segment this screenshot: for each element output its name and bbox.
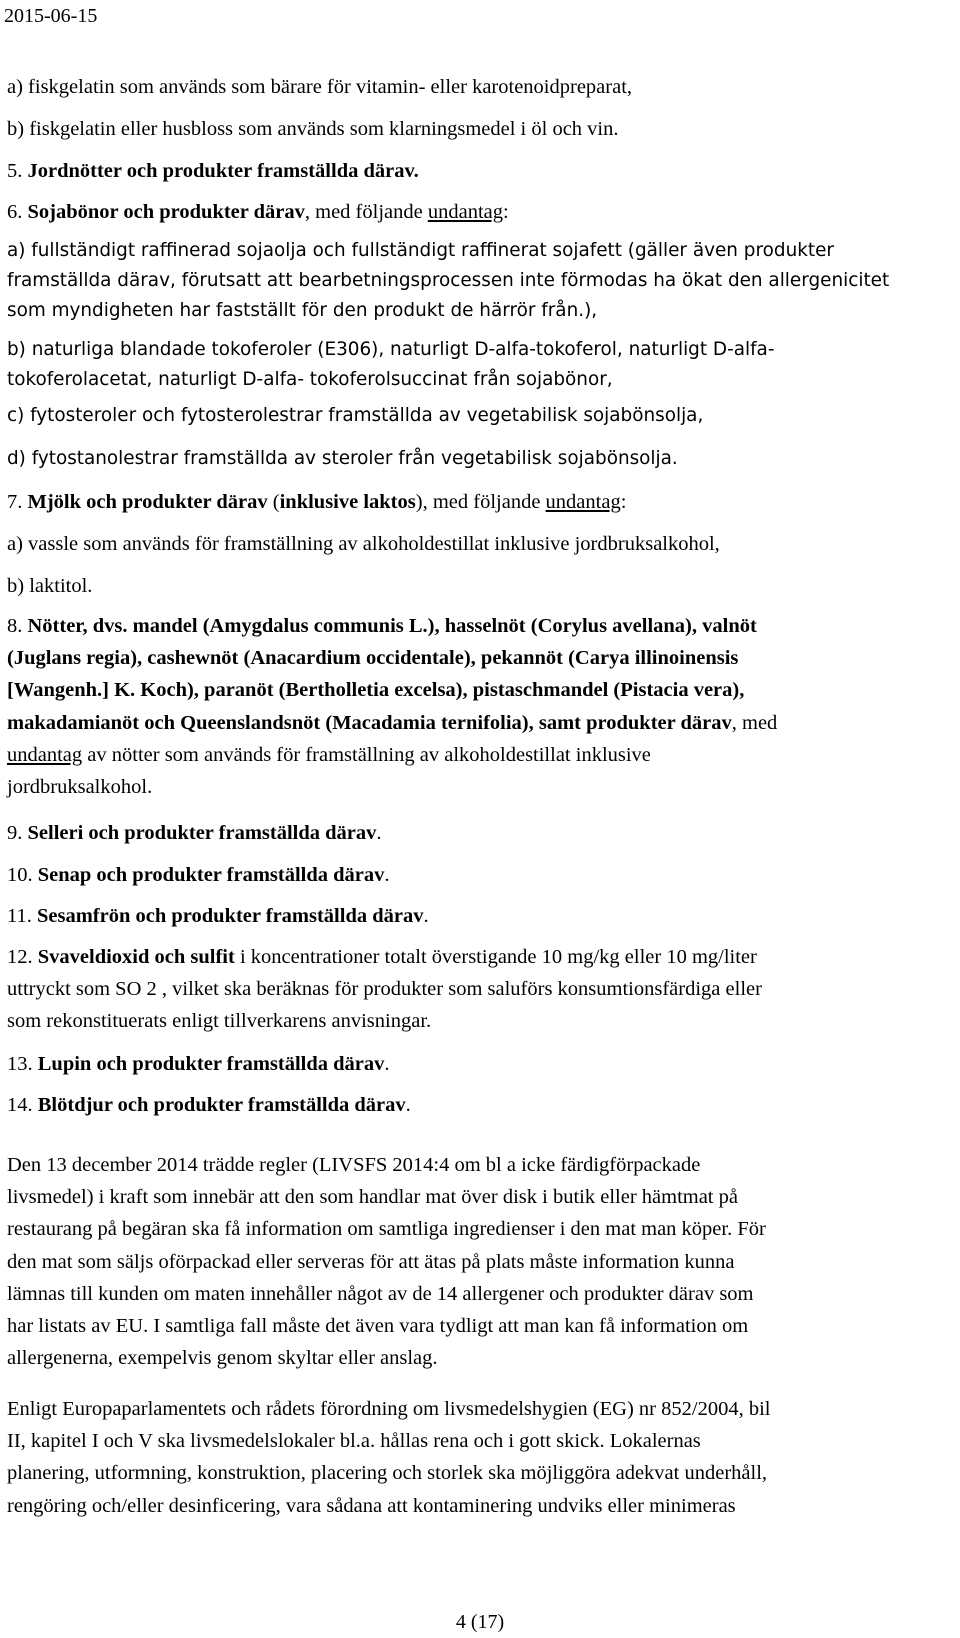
- item-number: 12.: [7, 946, 33, 968]
- item-number: 8.: [7, 615, 23, 637]
- list-item-soy-c: c) fytosteroler och fytosterolestrar framställda av vegetabilisk sojabönsolja,: [7, 405, 704, 426]
- list-item-milk-b: b) laktitol.: [7, 575, 93, 597]
- item-number: 5.: [7, 160, 23, 182]
- exception-label: undantag: [7, 743, 83, 766]
- allergen-title: Svaveldioxid och sulfit: [37, 946, 235, 968]
- item-number: 6.: [7, 201, 23, 223]
- allergen-item-9: 9. Selleri och produkter framställda därav.: [7, 822, 382, 844]
- allergen-item-11: 11. Sesamfrön och produkter framställda därav.: [7, 905, 429, 927]
- allergen-title: Blötdjur och produkter framställda därav: [37, 1094, 406, 1116]
- list-item-soy-a: a) fullständigt raffinerad sojaolja och fullständigt raffinerat sojafett (gäller även produkter framställda därav, förutsatt att bearbetningsprocessen inte förmodas ha ökat den allergenicitet som myndigheten har fastställt för den produkt de härrör från.),: [7, 240, 890, 322]
- item-number: 14.: [7, 1094, 33, 1116]
- item-number: 9.: [7, 822, 23, 844]
- allergen-title: Jordnötter och produkter framställda därav.: [27, 160, 419, 182]
- item-number: 10.: [7, 864, 33, 886]
- allergen-title: Senap och produkter framställda därav: [37, 864, 385, 886]
- allergen-title: Sojabönor och produkter därav: [27, 201, 305, 223]
- item-number: 13.: [7, 1053, 33, 1075]
- list-item-soy-b: b) naturliga blandade tokoferoler (E306), naturligt D-alfa-tokoferol, naturligt D-alfa- tokoferolacetat, naturligt D-alfa- tokoferolsuccinat från sojabönor,: [7, 339, 775, 391]
- allergen-title: Selleri och produkter framställda därav: [27, 822, 377, 844]
- item-number: 7.: [7, 491, 23, 513]
- list-item-fish-b: b) fiskgelatin eller husbloss som används som klarningsmedel i öl och vin.: [7, 118, 619, 140]
- paragraph-hygiene-regulation: Enligt Europaparlamentets och rådets förordning om livsmedelshygien (EG) nr 852/2004, bil II, kapitel I och V ska livsmedelslokaler bl.a. hållas rena och i gott skick. Lokalernas planering, utformning, konstruktion, placering och storlek ska möjliggöra adekvat underhåll, rengöring och/eller desinficering, vara sådana att kontaminering undviks eller minimeras: [7, 1398, 771, 1517]
- allergen-item-5: [7, 155, 419, 187]
- item-number: 11.: [7, 905, 32, 927]
- list-item-fish-a: a) fiskgelatin som används som bärare för vitamin- eller karotenoidpreparat,: [7, 76, 633, 98]
- allergen-item-14: 14. Blötdjur och produkter framställda därav.: [7, 1094, 411, 1116]
- allergen-title: Mjölk och produkter därav: [27, 491, 268, 513]
- allergen-title: Sesamfrön och produkter framställda därav: [37, 905, 424, 927]
- list-item-milk-a: a) vassle som används för framställning av alkoholdestillat inklusive jordbruksalkohol,: [7, 533, 720, 555]
- allergen-item-6: 6. Sojabönor och produkter därav, med följande undantag:: [7, 201, 509, 223]
- allergen-item-13: 13. Lupin och produkter framställda därav.: [7, 1053, 390, 1075]
- paragraph-livsfs: Den 13 december 2014 trädde regler (LIVSFS 2014:4 om bl a icke färdigförpackade livsmedel) i kraft som innebär att den som handlar mat över disk i butik eller hämtmat på restaurang på begäran ska få information om samtliga ingredienser i den mat man köper. För den mat som säljs oförpackad eller serveras för att ätas på plats måste information kunna lämnas till kunden om maten innehåller något av de 14 allergener och produkter därav som har listats av EU. I samtliga fall måste det även vara tydligt att man kan få information om allergenerna, exempelvis genom skyltar eller anslag.: [7, 1154, 766, 1370]
- allergen-title: Lupin och produkter framställda därav: [37, 1053, 385, 1075]
- allergen-item-8: 8. Nötter, dvs. mandel (Amygdalus communis L.), hasselnöt (Corylus avellana), valnöt (Juglans regia), cashewnöt (Anacardium occidentale), pekannöt (Carya illinoinensis [Wangenh.] K. Koch), paranöt (Bertholletia excelsa), pistaschmandel (Pistacia vera), makadamianöt och Queenslandsnöt (Macadamia ternifolia), samt produkter därav, med undantag av nötter som används för framställning av alkoholdestillat inklusive jordbruksalkohol.: [7, 615, 778, 799]
- allergen-item-12: 12. Svaveldioxid och sulfit i koncentrationer totalt överstigande 10 mg/kg eller 10 mg/liter uttryckt som SO 2 , vilket ska beräknas för produkter som saluförs konsumtionsfärdiga eller som rekonstituerats enligt tillverkarens anvisningar.: [7, 946, 762, 1033]
- allergen-item-7: 7. Mjölk och produkter därav (inklusive laktos), med följande undantag:: [7, 491, 627, 513]
- page-number: 4 (17): [455, 1611, 505, 1633]
- exception-label: undantag: [427, 201, 503, 223]
- allergen-item-10: 10. Senap och produkter framställda därav.: [7, 864, 390, 886]
- exception-label: undantag: [545, 491, 621, 513]
- list-item-soy-d: d) fytostanolestrar framställda av steroler från vegetabilisk sojabönsolja.: [7, 448, 678, 469]
- page-date: 2015-06-15: [4, 5, 98, 27]
